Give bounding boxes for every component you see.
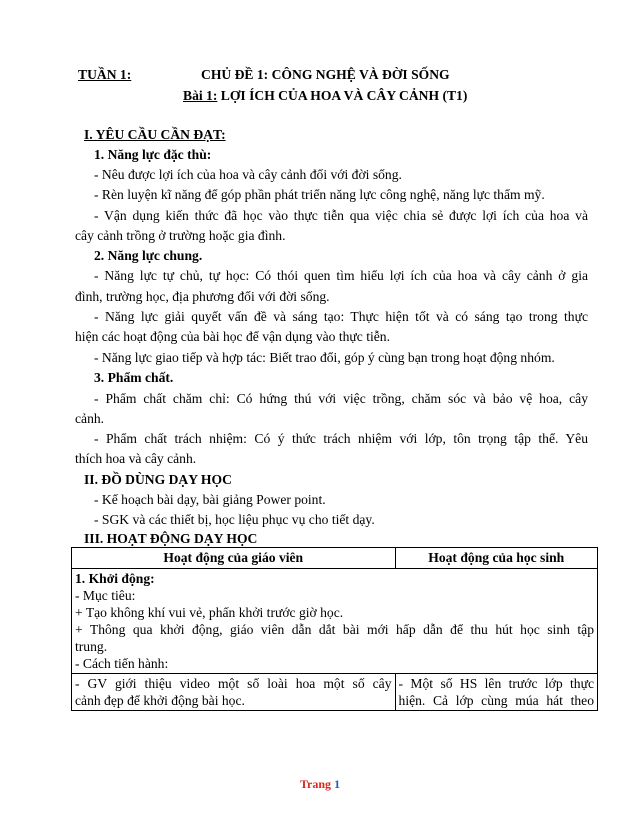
- paragraph-line: - Vận dụng kiến thức đã học vào thực tiễn qua việc chia sẻ được lợi ích của hoa và: [94, 208, 588, 223]
- paragraph-line: - Năng lực giải quyết vấn đề và sáng tạo: Thực hiện tốt và có sáng tạo trong thực: [94, 309, 588, 324]
- warmup-cell: [72, 569, 598, 674]
- section-1-heading: I. YÊU CẦU CẦN ĐẠT:: [84, 127, 226, 142]
- lesson-title: [183, 88, 467, 104]
- table-row: [72, 674, 598, 711]
- section-1-3-heading: 3. Phẩm chất.: [94, 370, 174, 385]
- paragraph-line: - Rèn luyện kĩ năng để góp phần phát triển năng lực công nghệ, năng lực thẩm mỹ.: [94, 187, 545, 202]
- table-row: [72, 569, 598, 674]
- table-header-row: [72, 548, 598, 569]
- page-word: Trang: [299, 777, 332, 791]
- teacher-activity-line: - GV giới thiệu video một số loài hoa một số cây: [75, 676, 392, 691]
- student-column-header: Hoạt động của học sinh: [395, 548, 597, 569]
- paragraph-line: - SGK và các thiết bị, học liệu phục vụ cho tiết dạy.: [94, 512, 375, 527]
- lesson-name: LỢI ÍCH CỦA HOA VÀ CÂY CẢNH (T1): [217, 88, 468, 103]
- goal-item: + Tạo không khí vui vẻ, phấn khởi trước giờ học.: [75, 605, 344, 620]
- section-1-1-heading: 1. Năng lực đặc thù:: [94, 147, 212, 162]
- topic-title: CHỦ ĐỀ 1: CÔNG NGHỆ VÀ ĐỜI SỐNG: [201, 67, 450, 82]
- paragraph-line: - Phẩm chất chăm chỉ: Có hứng thú với việc trồng, chăm sóc và bảo vệ hoa, cây: [94, 391, 588, 406]
- page-number: 1: [334, 777, 341, 791]
- goal-label: - Mục tiêu:: [75, 588, 136, 603]
- paragraph-line: - Năng lực tự chủ, tự học: Có thói quen tìm hiểu lợi ích của hoa và cây cảnh ở gia: [94, 268, 588, 283]
- paragraph-line: - Nêu được lợi ích của hoa và cây cảnh đối với đời sống.: [94, 167, 402, 182]
- goal-item: + Thông qua khởi động, giáo viên dẫn dắt bài mới hấp dẫn để thu hút học sinh tập: [75, 622, 594, 637]
- section-3-heading: III. HOẠT ĐỘNG DẠY HỌC: [84, 531, 258, 546]
- week-label: TUẦN 1:: [78, 67, 132, 82]
- section-2-heading: II. ĐỒ DÙNG DẠY HỌC: [84, 472, 232, 487]
- section-1-2-heading: 2. Năng lực chung.: [94, 248, 203, 263]
- method-label: - Cách tiến hành:: [75, 656, 169, 671]
- goal-item-continued: trung.: [75, 639, 108, 654]
- paragraph-line: - Năng lực giao tiếp và hợp tác: Biết trao đổi, góp ý cùng bạn trong hoạt động nhóm.: [94, 350, 555, 365]
- teacher-activity-line: cảnh đẹp để khởi động bài học.: [75, 693, 245, 708]
- student-activity-cell: [395, 674, 597, 711]
- paragraph-line: cảnh.: [75, 411, 105, 426]
- student-activity-line: - Một số HS lên trước lớp thực: [398, 676, 594, 691]
- student-activity-line: hiện. Cả lớp cùng múa hát theo: [398, 693, 594, 708]
- warmup-heading: 1. Khởi động:: [75, 571, 155, 586]
- paragraph-line: hiện các hoạt động của bài học để vận dụng vào thực tiễn.: [75, 329, 391, 344]
- paragraph-line: - Phẩm chất trách nhiệm: Có ý thức trách nhiệm với lớp, tôn trọng tập thể. Yêu: [94, 431, 588, 446]
- page-footer: [0, 777, 640, 792]
- paragraph-line: đình, trường học, địa phương đối với đời sống.: [75, 289, 330, 304]
- paragraph-line: - Kế hoạch bài dạy, bài giảng Power point.: [94, 492, 326, 507]
- activity-table: [71, 547, 598, 711]
- paragraph-line: thích hoa và cây cảnh.: [75, 451, 197, 466]
- paragraph-line: cây cảnh trồng ở trường hoặc gia đình.: [75, 228, 286, 243]
- teacher-column-header: Hoạt động của giáo viên: [72, 548, 396, 569]
- lesson-prefix: Bài 1:: [183, 88, 218, 103]
- teacher-activity-cell: [72, 674, 396, 711]
